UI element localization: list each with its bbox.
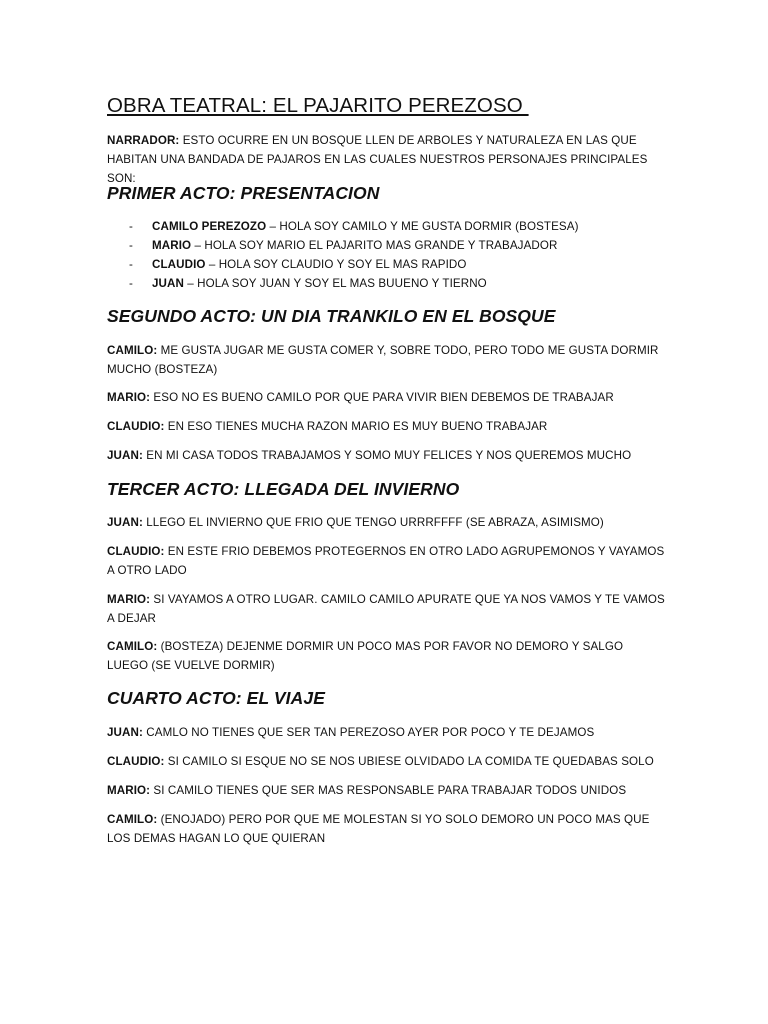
dialogue-text: EN MI CASA TODOS TRABAJAMOS Y SOMO MUY FELICES Y NOS QUEREMOS MUCHO bbox=[142, 449, 632, 462]
dialogue-text: (ENOJADO) PERO POR QUE ME MOLESTAN SI YO SOLO DEMORO UN POCO MAS QUE LOS DEMAS HAGAN LO QUE QUIERAN bbox=[107, 813, 650, 845]
dialogue-line bbox=[107, 341, 667, 379]
list-item bbox=[107, 217, 667, 236]
character-intro: – HOLA SOY CLAUDIO Y SOY EL MAS RAPIDO bbox=[205, 258, 467, 271]
character-intro: – HOLA SOY MARIO EL PAJARITO MAS GRANDE Y TRABAJADOR bbox=[191, 239, 558, 252]
dialogue-line bbox=[107, 752, 667, 771]
dialogue-line bbox=[107, 417, 667, 436]
speaker-label: CLAUDIO: bbox=[107, 420, 165, 433]
act1-heading: PRIMER ACTO: PRESENTACION bbox=[107, 183, 380, 203]
speaker-label: MARIO: bbox=[107, 391, 151, 404]
dialogue-text: SI VAYAMOS A OTRO LUGAR. CAMILO CAMILO APURATE QUE YA NOS VAMOS Y TE VAMOS A DEJAR bbox=[107, 593, 665, 625]
dialogue-text: ESO NO ES BUENO CAMILO POR QUE PARA VIVIR BIEN DEBEMOS DE TRABAJAR bbox=[150, 391, 614, 404]
act4-heading: CUARTO ACTO: EL VIAJE bbox=[107, 688, 325, 708]
dialogue-text: EN ESTE FRIO DEBEMOS PROTEGERNOS EN OTRO LADO AGRUPEMONOS Y VAYAMOS A OTRO LADO bbox=[107, 545, 665, 577]
dialogue-line bbox=[107, 810, 667, 848]
narrator-paragraph bbox=[107, 131, 667, 188]
character-name: CLAUDIO bbox=[152, 258, 206, 271]
character-list bbox=[107, 217, 667, 293]
list-item bbox=[107, 236, 667, 255]
speaker-label: CAMILO: bbox=[107, 640, 158, 653]
dialogue-line bbox=[107, 781, 667, 800]
list-item bbox=[107, 255, 667, 274]
dialogue-line bbox=[107, 542, 667, 580]
speaker-label: CAMILO: bbox=[107, 344, 158, 357]
speaker-label: JUAN: bbox=[107, 726, 143, 739]
act2-heading: SEGUNDO ACTO: UN DIA TRANKILO EN EL BOSQUE bbox=[107, 306, 556, 326]
dialogue-line bbox=[107, 446, 667, 465]
dialogue-line bbox=[107, 513, 667, 532]
dialogue-text: SI CAMILO TIENES QUE SER MAS RESPONSABLE PARA TRABAJAR TODOS UNIDOS bbox=[150, 784, 627, 797]
document-title: OBRA TEATRAL: EL PAJARITO PEREZOSO bbox=[107, 94, 529, 117]
list-bullet: - bbox=[129, 239, 133, 252]
character-intro: – HOLA SOY JUAN Y SOY EL MAS BUUENO Y TIERNO bbox=[183, 277, 487, 290]
dialogue-line bbox=[107, 590, 667, 628]
dialogue-text: ESTO OCURRE EN UN BOSQUE LLEN DE ARBOLES Y NATURALEZA EN LAS QUE HABITAN UNA BANDADA DE PAJAROS EN LAS CUALES NUESTROS PERSONAJES PRINCIPALES SON: bbox=[107, 134, 648, 185]
list-bullet: - bbox=[129, 277, 133, 290]
speaker-label: CLAUDIO: bbox=[107, 755, 165, 768]
speaker-label: CLAUDIO: bbox=[107, 545, 165, 558]
speaker-label: JUAN: bbox=[107, 516, 143, 529]
speaker-label: MARIO: bbox=[107, 593, 151, 606]
speaker-label: NARRADOR: bbox=[107, 134, 180, 147]
character-name: JUAN bbox=[152, 277, 184, 290]
dialogue-line bbox=[107, 637, 667, 675]
character-name: MARIO bbox=[152, 239, 192, 252]
dialogue-text: LLEGO EL INVIERNO QUE FRIO QUE TENGO URRRFFFF (SE ABRAZA, ASIMISMO) bbox=[142, 516, 604, 529]
dialogue-text: EN ESO TIENES MUCHA RAZON MARIO ES MUY BUENO TRABAJAR bbox=[164, 420, 548, 433]
dialogue-line bbox=[107, 388, 667, 407]
dialogue-text: SI CAMILO SI ESQUE NO SE NOS UBIESE OLVIDADO LA COMIDA TE QUEDABAS SOLO bbox=[164, 755, 654, 768]
act3-heading: TERCER ACTO: LLEGADA DEL INVIERNO bbox=[107, 479, 460, 499]
dialogue-line bbox=[107, 723, 667, 742]
speaker-label: JUAN: bbox=[107, 449, 143, 462]
character-intro: – HOLA SOY CAMILO Y ME GUSTA DORMIR (BOSTESA) bbox=[266, 220, 579, 233]
dialogue-text: ME GUSTA JUGAR ME GUSTA COMER Y, SOBRE TODO, PERO TODO ME GUSTA DORMIR MUCHO (BOSTEZA) bbox=[107, 344, 659, 376]
speaker-label: CAMILO: bbox=[107, 813, 158, 826]
dialogue-text: CAMLO NO TIENES QUE SER TAN PEREZOSO AYER POR POCO Y TE DEJAMOS bbox=[142, 726, 595, 739]
dialogue-text: (BOSTEZA) DEJENME DORMIR UN POCO MAS POR FAVOR NO DEMORO Y SALGO LUEGO (SE VUELVE DORMIR) bbox=[107, 640, 624, 672]
speaker-label: MARIO: bbox=[107, 784, 151, 797]
list-item bbox=[107, 274, 667, 293]
list-bullet: - bbox=[129, 220, 133, 233]
list-bullet: - bbox=[129, 258, 133, 271]
character-name: CAMILO PEREZOZO bbox=[152, 220, 267, 233]
